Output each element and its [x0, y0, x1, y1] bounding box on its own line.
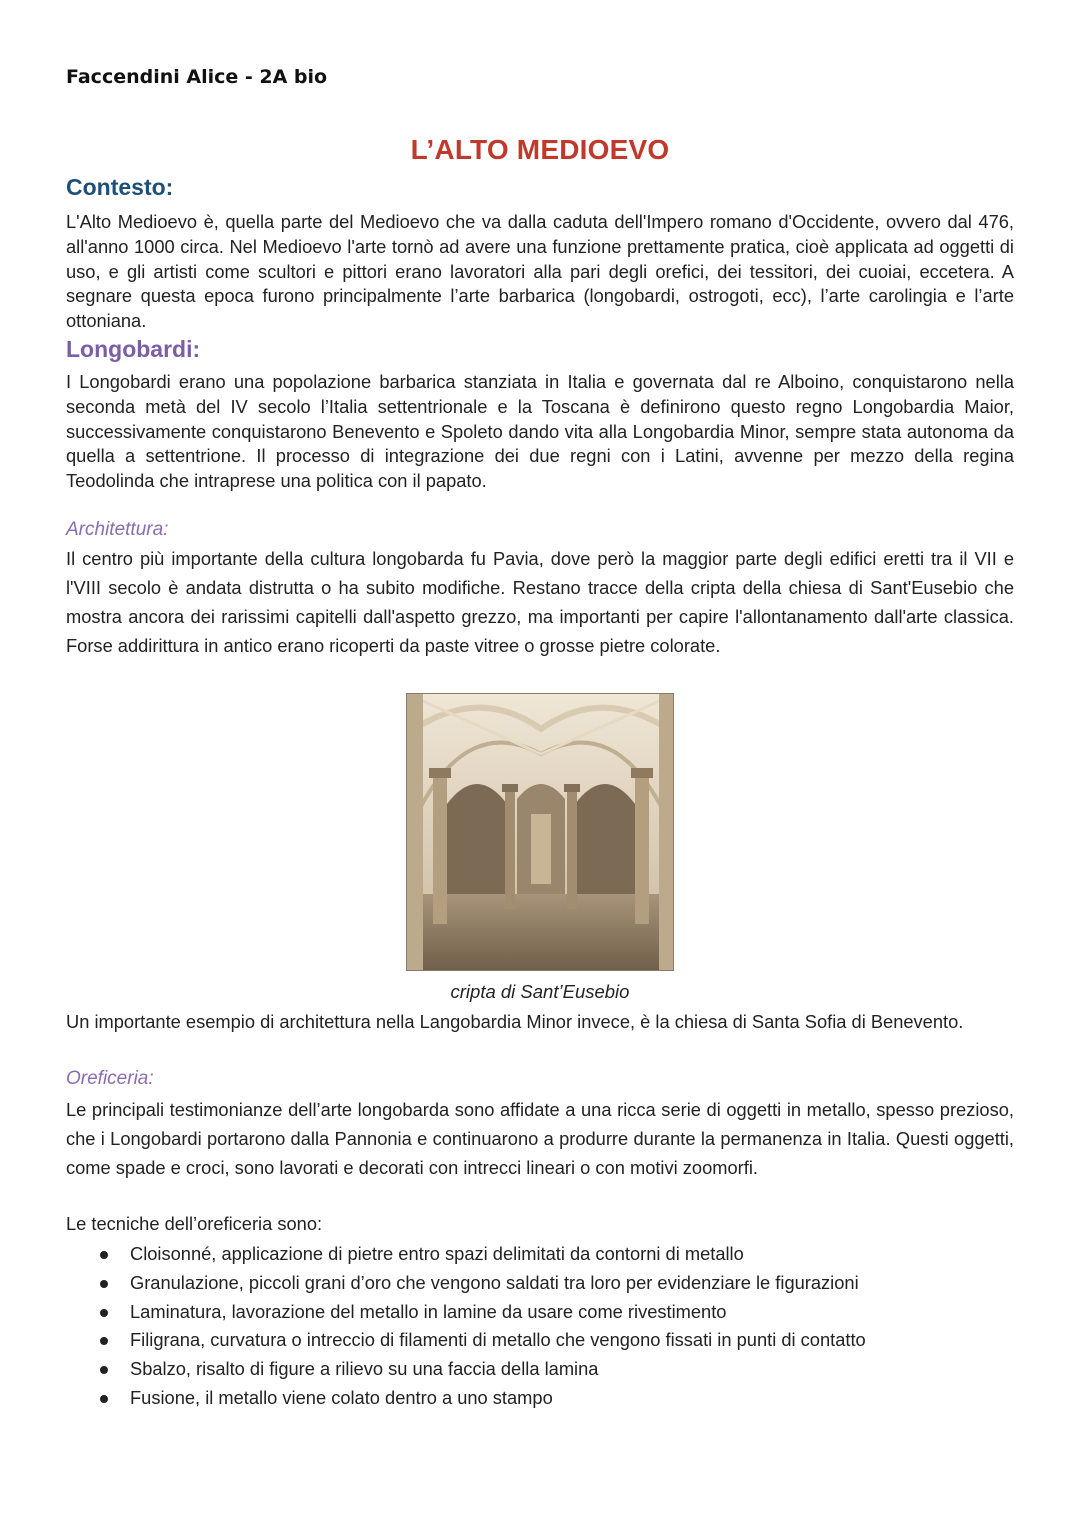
bullet-icon: [100, 1251, 108, 1259]
paragraph-contesto: L'Alto Medioevo è, quella parte del Medioevo che va dalla caduta dell'Impero romano d'Occidente, ovvero dal 476, all'anno 1000 circa. Nel Medioevo l'arte tornò ad avere una funzione prettamente pratica, cioè applicata ad oggetti di uso, e gli artisti come scultori e pittori erano lavoratori alla pari degli orefici, dei tessitori, dei cuoiai, eccetera. A segnare questa epoca furono principalmente l’arte barbarica (longobardi, ostrogoti, ecc), l’arte carolingia e l’arte ottoniana.: [66, 211, 1014, 332]
techniques-list: [66, 1240, 1014, 1413]
bullet-icon: [100, 1366, 108, 1374]
crypt-illustration: [407, 694, 674, 971]
paragraph-longobardi: I Longobardi erano una popolazione barbarica stanziata in Italia e governata dal re Alboino, conquistarono nella seconda metà del IV secolo l’Italia settentrionale e la Toscana è definirono questo regno Longobardia Maior, successivamente conquistarono Benevento e Spoleto dando vita alla Longobardia Minor, sempre stata autonoma da quella a settentrione. Il processo di integrazione dei due regni con i Latini, avvenne per mezzo della regina Teodolinda che intraprese una politica con il papato.: [66, 371, 1014, 492]
heading-contesto: Contesto:: [66, 174, 174, 200]
technique-text: Laminatura, lavorazione del metallo in lamine da usare come rivestimento: [130, 1300, 727, 1322]
list-intro: Le tecniche dell’oreficeria sono:: [66, 1213, 323, 1234]
subheading-oreficeria: Oreficeria:: [66, 1068, 154, 1089]
author-line: Faccendini Alice - 2A bio: [66, 66, 328, 88]
technique-text: Filigrana, curvatura o intreccio di filamenti di metallo che vengono fissati in punti di contatto: [130, 1329, 866, 1351]
list-item: [66, 1240, 1014, 1269]
technique-text: Sbalzo, risalto di figure a rilievo su una faccia della lamina: [130, 1358, 599, 1380]
page-title: L’ALTO MEDIOEVO: [410, 134, 670, 165]
list-item: [66, 1298, 1014, 1327]
bullet-icon: [100, 1309, 108, 1317]
bullet-icon: [100, 1395, 108, 1403]
bullet-icon: [100, 1337, 108, 1345]
paragraph-architettura: Il centro più importante della cultura longobarda fu Pavia, dove però la maggior parte degli edifici eretti tra il VII e l'VIII secolo è andata distrutta o ha subito modifiche. Restano tracce della cripta della chiesa di Sant'Eusebio che mostra ancora dei rarissimi capitelli dall'aspetto grezzo, ma importanti per capire l'allontanamento dall'arte classica. Forse addirittura in antico erano ricoperti da paste vitree o grosse pietre colorate.: [66, 548, 1014, 656]
subheading-architettura: Architettura:: [66, 519, 169, 540]
paragraph-oreficeria: Le principali testimonianze dell’arte longobarda sono affidate a una ricca serie di oggetti in metallo, spesso prezioso, che i Longobardi portarono dalla Pannonia e continuarono a produrre durante la permanenza in Italia. Questi oggetti, come spade e croci, sono lavorati e decorati con intrecci lineari o con motivi zoomorfi.: [66, 1099, 1014, 1178]
heading-longobardi: Longobardi:: [66, 336, 201, 362]
paragraph-santa-sofia: Un importante esempio di architettura nella Langobardia Minor invece, è la chiesa di Santa Sofia di Benevento.: [66, 1011, 964, 1032]
crypt-photo: [406, 693, 674, 971]
bullet-icon: [100, 1280, 108, 1288]
technique-text: Granulazione, piccoli grani d’oro che vengono saldati tra loro per evidenziare le figurazioni: [130, 1271, 859, 1293]
list-item: [66, 1269, 1014, 1298]
list-item: [66, 1384, 1014, 1413]
technique-text: Fusione, il metallo viene colato dentro a uno stampo: [130, 1386, 553, 1408]
list-item: [66, 1326, 1014, 1355]
list-item: [66, 1355, 1014, 1384]
figure-caption: cripta di Sant’Eusebio: [450, 981, 630, 1002]
technique-text: Cloisonné, applicazione di pietre entro spazi delimitati da contorni di metallo: [130, 1243, 744, 1264]
